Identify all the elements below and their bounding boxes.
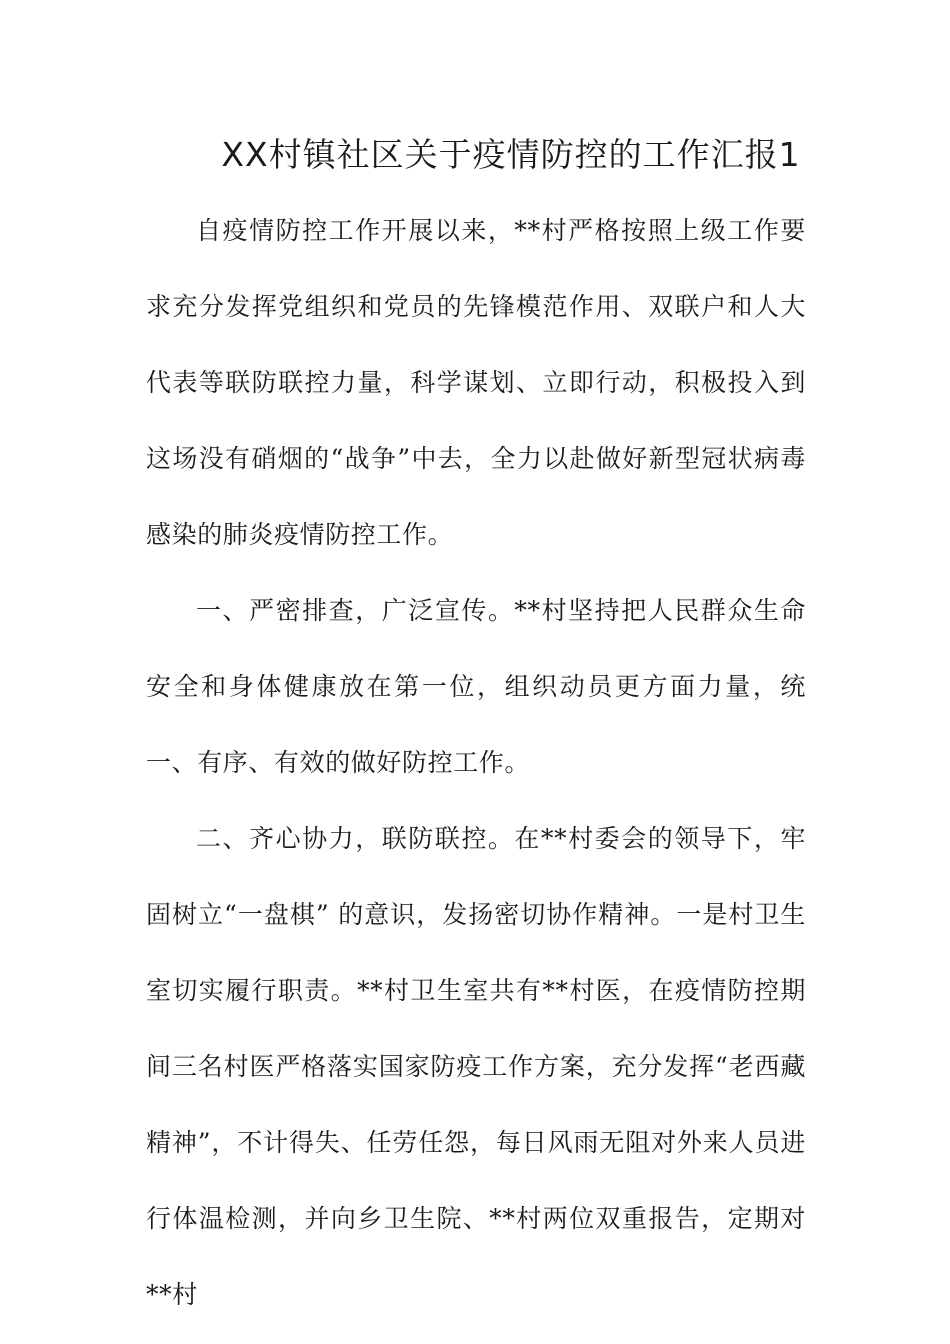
document-body [146, 193, 806, 1333]
paragraph-section-2: 二、齐心协力，联防联控。在**村委会的领导下，牢固树立“一盘棋” 的意识，发扬密切协作精神。一是村卫生室切实履行职责。**村卫生室共有**村医，在疫情防控期间三名村医严格落实国家防疫工作方案，充分发挥“老西藏精神”，不计得失、任劳任怨，每日风雨无阻对外来人员进行体温检测，并向乡卫生院、**村两位双重报告，定期对**村 [146, 824, 806, 1309]
document-title: XX村镇社区关于疫情防控的工作汇报1 [221, 135, 801, 174]
paragraph-intro: 自疫情防控工作开展以来，**村严格按照上级工作要求充分发挥党组织和党员的先锋模范作用、双联户和人大代表等联防联控力量，科学谋划、立即行动，积极投入到这场没有硝烟的“战争”中去，全力以赴做好新型冠状病毒感染的肺炎疫情防控工作。 [146, 216, 806, 549]
paragraph-section-1: 一、严密排查，广泛宣传。**村坚持把人民群众生命安全和身体健康放在第一位，组织动员更方面力量，统一、有序、有效的做好防控工作。 [146, 596, 806, 777]
